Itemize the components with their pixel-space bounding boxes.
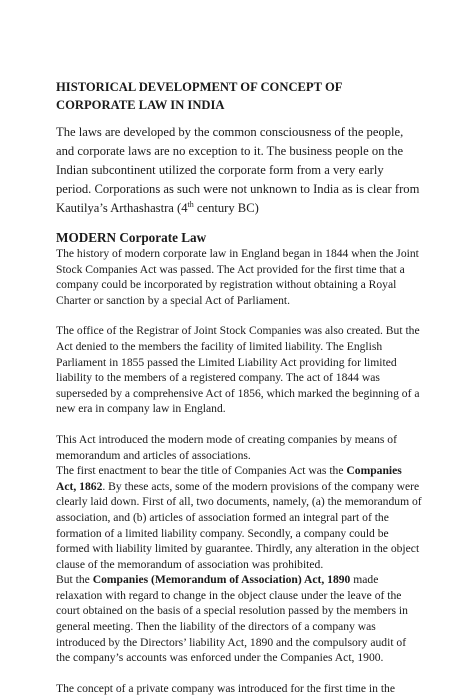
paragraph-3: This Act introduced the modern mode of creating companies by means of memorandum and articles of associations. bbox=[56, 432, 397, 462]
paragraph-5-bold: Companies (Memorandum of Association) Act, 1890 bbox=[92, 573, 351, 587]
paragraph-5 bbox=[56, 572, 422, 666]
paragraph-2: The office of the Registrar of Joint Stock Companies was also created. But the Act denied to the members the facility of limited liability. The English Parliament in 1855 passed the Limited Liability Act providing for limited liability to the members of a registered company. The act of 1844 was superseded by a comprehensive Act of 1856, which marked the beginning of a new era in company law in England. bbox=[56, 324, 420, 416]
paragraph-4-text: The first enactment to bear the title of Companies Act was the bbox=[56, 464, 347, 478]
paragraph-5-text: But the bbox=[56, 573, 93, 587]
paragraph-4 bbox=[56, 463, 422, 572]
intro-paragraph bbox=[56, 123, 422, 218]
intro-text: The laws are developed by the common consciousness of the people, and corporate laws are no exception to it. The business people on the Indian subcontinent utilized the corporate form from a very early period. Corporations as such were not unknown to India as is clear from Kautilya’s Arthashastra (4 bbox=[56, 125, 420, 215]
paragraph-4-bold: Companies Act, 1862 bbox=[56, 464, 402, 493]
document-title: HISTORICAL DEVELOPMENT OF CONCEPT OF CORPORATE LAW IN INDIA bbox=[56, 80, 342, 112]
paragraph-1: The history of modern corporate law in England began in 1844 when the Joint Stock Companies Act was passed. The Act provided for the first time that a company could be incorporated by registration without obtaining a Royal Charter or sanction by a special Act of Parliament. bbox=[56, 247, 419, 307]
paragraph-5-text-end: made relaxation with regard to change in the object clause under the leave of the court obtained on the basis of a special resolution passed by the members in general meeting. Then the liability of the directors of a company was introduced by the Directors’ liability Act, 1890 and the compulsory audit of the company’s accounts was enforced under the Companies Act, 1900. bbox=[56, 573, 408, 665]
intro-text-end: century BC) bbox=[193, 201, 259, 215]
section-heading: MODERN Corporate Law bbox=[56, 230, 207, 245]
paragraph-4-text-end: . By these acts, some of the modern provisions of the company were clearly laid down. First of all, two documents, namely, (a) the memorandum of association, and (b) articles of association formed an integral part of the formation of a limited liability company. Secondly, a company could be formed with liability limited by guarantee. Thirdly, any alteration in the object clause of the memorandum of association was prohibited. bbox=[56, 479, 422, 571]
paragraph-6: The concept of a private company was introduced for the first time in the bbox=[56, 681, 395, 695]
intro-superscript: th bbox=[187, 199, 194, 209]
